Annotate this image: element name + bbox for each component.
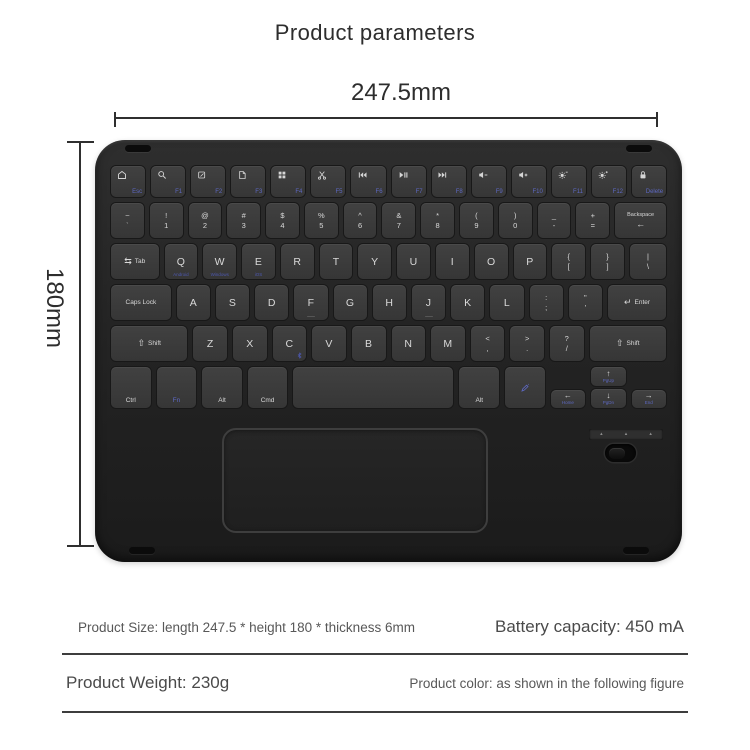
- asub: PgDn: [602, 399, 614, 405]
- key-legend: 5: [319, 221, 324, 230]
- key-legend: [318, 211, 325, 230]
- key-legend: &: [396, 211, 402, 220]
- key-legend: 0: [513, 221, 518, 230]
- width-dimension-line: [115, 117, 657, 119]
- key-o: [475, 244, 508, 279]
- key-legend: `: [126, 221, 129, 230]
- key-legend: [562, 392, 574, 406]
- next-icon: [438, 170, 448, 180]
- key-legend: $: [280, 211, 285, 220]
- key-d: [255, 285, 288, 320]
- key-legend: .: [526, 344, 529, 353]
- key-f8: [432, 166, 466, 197]
- letter: D: [267, 296, 276, 309]
- key-legend: [552, 211, 556, 230]
- brightness-up-icon: [598, 170, 608, 180]
- key-legend: [584, 293, 587, 312]
- key-legend: [513, 211, 517, 230]
- fsub: F8: [455, 189, 463, 195]
- os: Windows: [210, 272, 229, 277]
- key-legend: ]: [606, 262, 609, 271]
- key-m: [431, 326, 465, 361]
- letter: T: [332, 255, 340, 268]
- key-alt: [459, 367, 499, 408]
- product-weight-label: Product Weight: 230g: [66, 673, 230, 692]
- key-legend: [627, 212, 654, 229]
- key-7: [382, 203, 415, 238]
- hinge-notch: [125, 145, 151, 152]
- key-x: [233, 326, 267, 361]
- key-legend: }: [606, 252, 609, 261]
- key-4: [266, 203, 299, 238]
- letter: N: [404, 337, 413, 350]
- height-dimension-label: 180mm: [41, 268, 68, 349]
- key-quote: [569, 285, 602, 320]
- key-f: [294, 285, 327, 320]
- key-lbracket: [552, 244, 585, 279]
- key-n: [392, 326, 426, 361]
- brightness-down-icon: [558, 170, 568, 180]
- letter: Q: [176, 255, 186, 268]
- key-legend: [603, 370, 614, 384]
- hinge-notch: [623, 547, 649, 554]
- key-alt: [202, 367, 242, 408]
- key-legend: %: [317, 211, 325, 220]
- key-end: [632, 390, 666, 408]
- key-legend: [485, 334, 489, 353]
- product-color-label: Product color: as shown in the following figure: [409, 675, 684, 691]
- key-l: [490, 285, 523, 320]
- key-j: [412, 285, 445, 320]
- key-tab: [111, 244, 159, 279]
- fsub: Esc: [132, 189, 143, 195]
- copy-icon: [237, 170, 247, 180]
- key-b: [352, 326, 386, 361]
- key-legend: :: [545, 293, 548, 302]
- letter: J: [425, 296, 432, 309]
- key-legend: ~: [125, 211, 130, 220]
- key-legend: 8: [435, 221, 440, 230]
- ag: →: [644, 391, 653, 401]
- fsub: F3: [255, 189, 263, 195]
- key-legend: [565, 334, 569, 353]
- key-delete: [632, 166, 666, 197]
- key-legend: [164, 211, 168, 230]
- key-g: [334, 285, 367, 320]
- key-legend: [616, 339, 640, 348]
- keyboard: [95, 140, 682, 562]
- key-legend: @: [201, 211, 209, 220]
- hinge-notch: [626, 145, 652, 152]
- switch-marking: ▴: [600, 431, 603, 437]
- edit-icon: [197, 170, 207, 180]
- key-legend: ,: [486, 344, 489, 353]
- keyboard-row-1: [111, 203, 666, 238]
- key-shift: [590, 326, 666, 361]
- letter: U: [409, 255, 418, 268]
- key-6: [344, 203, 377, 238]
- key-f1: [151, 166, 185, 197]
- play-pause-icon: [398, 170, 408, 180]
- keyboard-row-5: [111, 367, 666, 408]
- key-comma: [471, 326, 505, 361]
- key-legend: ?: [564, 334, 569, 343]
- letter: E: [254, 255, 263, 268]
- key-f5: [311, 166, 345, 197]
- key-cmd: [248, 367, 288, 408]
- key-z: [193, 326, 227, 361]
- key-legend: ': [584, 303, 587, 312]
- fsub: F5: [335, 189, 343, 195]
- ag: ↓: [606, 390, 611, 400]
- key-legend: [137, 339, 161, 348]
- glyph: ⇧: [615, 338, 624, 348]
- fsub: F10: [532, 189, 543, 195]
- key-2: [189, 203, 222, 238]
- lab: Shift: [626, 340, 640, 347]
- key-legend: *: [436, 211, 440, 220]
- key-legend: [624, 298, 650, 307]
- letter: K: [464, 296, 472, 309]
- keyboard-row-4: [111, 326, 666, 361]
- key-f12: [592, 166, 626, 197]
- key-pen: [505, 367, 545, 408]
- key-minus: [538, 203, 571, 238]
- letter: O: [486, 255, 496, 268]
- bslab: Backspace: [627, 212, 655, 219]
- key-q: [165, 244, 198, 279]
- key-legend: 1: [164, 221, 169, 230]
- key-legend: ;: [545, 303, 548, 312]
- key-backtick: [111, 203, 144, 238]
- key-legend: [603, 392, 614, 406]
- key-legend: [: [567, 262, 570, 271]
- key-legend: [606, 252, 609, 271]
- low-lab: Cmd: [260, 397, 275, 404]
- lab: Enter: [634, 299, 651, 306]
- key-s: [216, 285, 249, 320]
- fsub: Delete: [645, 189, 664, 195]
- key-i: [436, 244, 469, 279]
- spec-row: [62, 655, 688, 713]
- volume-up-icon: [518, 170, 528, 180]
- letter: Z: [206, 337, 214, 350]
- key-period: [510, 326, 544, 361]
- os: iOS: [254, 272, 263, 277]
- key-legend: 2: [202, 221, 208, 230]
- switch-marking: ▴: [649, 431, 652, 437]
- key-fn: [157, 367, 197, 408]
- key-legend: (: [475, 211, 478, 220]
- key-home: [551, 390, 585, 408]
- key-legend: [436, 211, 440, 230]
- key-legend: ): [513, 211, 517, 220]
- asub: PgUp: [602, 377, 614, 383]
- key-y: [358, 244, 391, 279]
- letter: H: [385, 296, 394, 309]
- key-legend: 3: [241, 221, 246, 230]
- volume-down-icon: [478, 170, 488, 180]
- key-pgup: [591, 367, 625, 386]
- letter: L: [503, 296, 511, 309]
- key-legend: [396, 211, 401, 230]
- key-legend: [124, 257, 145, 266]
- width-dimension-label: 247.5mm: [350, 79, 452, 106]
- key-legend: +: [590, 211, 595, 220]
- key-legend: !: [165, 211, 168, 220]
- key-space: [293, 367, 453, 408]
- key-rbracket: [591, 244, 624, 279]
- ag: ↑: [606, 368, 611, 378]
- key-e: [242, 244, 275, 279]
- key-legend: [545, 293, 547, 312]
- power-switch: [605, 444, 636, 462]
- low-lab: Fn: [172, 397, 181, 404]
- low-lab: Ctrl: [125, 397, 136, 404]
- hinge-notch: [129, 547, 155, 554]
- key-r: [281, 244, 314, 279]
- asub: End: [644, 400, 653, 406]
- key-f2: [191, 166, 225, 197]
- key-area: [111, 166, 666, 408]
- key-legend: [567, 252, 570, 271]
- letter: X: [246, 337, 254, 350]
- key-legend: \: [646, 262, 649, 271]
- key-legend: /: [565, 344, 568, 353]
- key-c: [273, 326, 307, 361]
- letter: P: [526, 255, 534, 268]
- key-legend: [280, 211, 284, 230]
- battery-capacity-label: Battery capacity: 450 mA: [495, 617, 684, 636]
- grid-icon: [277, 170, 287, 180]
- homing-bar: [425, 316, 433, 318]
- key-f7: [392, 166, 426, 197]
- page-title: Product parameters: [274, 20, 476, 45]
- key-legend: [358, 211, 362, 230]
- prev-icon: [357, 170, 367, 180]
- letter: Y: [371, 255, 379, 268]
- key-legend: <: [485, 334, 490, 343]
- cut-icon: [317, 170, 327, 180]
- key-3: [227, 203, 260, 238]
- key-5: [305, 203, 338, 238]
- spec-panel: [62, 601, 688, 713]
- lab: Caps Lock: [125, 299, 157, 306]
- key-legend: #: [241, 211, 246, 220]
- power-switch-plate: [589, 429, 663, 440]
- key-enter: [608, 285, 666, 320]
- asub: Home: [561, 400, 574, 406]
- key-pgdn: [591, 389, 625, 408]
- key-f9: [472, 166, 506, 197]
- key-w: [203, 244, 236, 279]
- bsglyph: ←: [636, 218, 646, 229]
- key-legend: ": [584, 293, 587, 302]
- glyph: ⇆: [124, 256, 132, 266]
- height-dimension-line: [79, 142, 81, 546]
- key-legend: -: [552, 221, 556, 230]
- spec-row: [62, 601, 688, 655]
- low-lab: Alt: [475, 397, 484, 404]
- key-legend: [647, 252, 649, 271]
- key-f4: [271, 166, 305, 197]
- letter: F: [307, 296, 315, 309]
- key-a: [177, 285, 210, 320]
- arrow-key-stack: [591, 367, 625, 408]
- letter: M: [443, 337, 453, 350]
- switch-marking: ▴: [624, 431, 628, 437]
- key-legend: [242, 211, 246, 230]
- key-legend: [126, 299, 157, 306]
- power-switch-knob: [609, 448, 625, 459]
- os: Android: [173, 272, 189, 277]
- key-0: [499, 203, 532, 238]
- key-legend: |: [646, 252, 649, 261]
- keyboard-row-2: [111, 244, 666, 279]
- key-t: [320, 244, 353, 279]
- key-legend: ^: [358, 211, 362, 220]
- letter: I: [450, 255, 454, 268]
- lab: Shift: [147, 340, 161, 347]
- key-legend: 4: [280, 221, 285, 230]
- key-f3: [231, 166, 265, 197]
- key-1: [150, 203, 183, 238]
- letter: W: [214, 255, 225, 268]
- key-legend: [474, 211, 478, 230]
- fsub: F2: [215, 189, 223, 195]
- fsub: F11: [573, 189, 583, 195]
- key-f10: [512, 166, 546, 197]
- key-caps-lock: [111, 285, 171, 320]
- low-lab: Alt: [218, 397, 226, 404]
- lock-icon: [638, 170, 648, 180]
- bluetooth-icon: [296, 352, 303, 359]
- key-legend: 6: [357, 221, 363, 230]
- key-u: [397, 244, 430, 279]
- key-8: [421, 203, 454, 238]
- fsub: F12: [612, 189, 624, 195]
- homing-bar: [307, 316, 315, 318]
- key-ctrl: [111, 367, 151, 408]
- letter: G: [345, 296, 355, 309]
- key-9: [460, 203, 493, 238]
- key-p: [514, 244, 547, 279]
- key-esc: [111, 166, 145, 197]
- key-equals: [576, 203, 609, 238]
- glyph: ⇧: [137, 338, 145, 348]
- fsub: F7: [415, 189, 423, 195]
- key-v: [312, 326, 346, 361]
- ag: ←: [563, 391, 572, 401]
- fsub: F9: [495, 189, 503, 195]
- glyph: ↵: [623, 297, 632, 307]
- fsub: F1: [175, 189, 183, 195]
- key-backslash: [630, 244, 666, 279]
- key-f6: [351, 166, 385, 197]
- key-legend: 9: [474, 221, 479, 230]
- key-legend: [645, 392, 653, 406]
- letter: A: [189, 296, 197, 309]
- key-legend: [525, 334, 529, 353]
- key-shift: [111, 326, 187, 361]
- lab: Tab: [134, 258, 146, 265]
- key-slash: [550, 326, 584, 361]
- pen-icon: [520, 383, 530, 393]
- key-legend: [125, 211, 129, 230]
- fsub: F6: [375, 189, 383, 195]
- home-icon: [117, 170, 127, 180]
- trackpad: [222, 428, 488, 533]
- search-icon: [157, 170, 167, 180]
- keyboard-row-3: [111, 285, 666, 320]
- key-legend: [201, 211, 209, 230]
- key-legend: >: [524, 334, 530, 343]
- keyboard-row-0: [111, 166, 666, 197]
- key-k: [451, 285, 484, 320]
- key-legend: =: [590, 221, 595, 230]
- fsub: F4: [295, 189, 303, 195]
- product-size-label: Product Size: length 247.5 * height 180 * thickness 6mm: [78, 619, 415, 635]
- letter: S: [228, 296, 237, 309]
- key-legend: 7: [396, 221, 401, 230]
- key-legend: {: [567, 252, 570, 261]
- key-semicolon: [530, 285, 563, 320]
- key-f11: [552, 166, 586, 197]
- letter: V: [325, 337, 333, 350]
- letter: B: [365, 337, 373, 350]
- key-h: [373, 285, 406, 320]
- letter: C: [285, 337, 294, 350]
- key-backspace: [615, 203, 666, 238]
- letter: R: [293, 255, 302, 268]
- key-legend: _: [551, 211, 557, 220]
- key-legend: [591, 211, 595, 230]
